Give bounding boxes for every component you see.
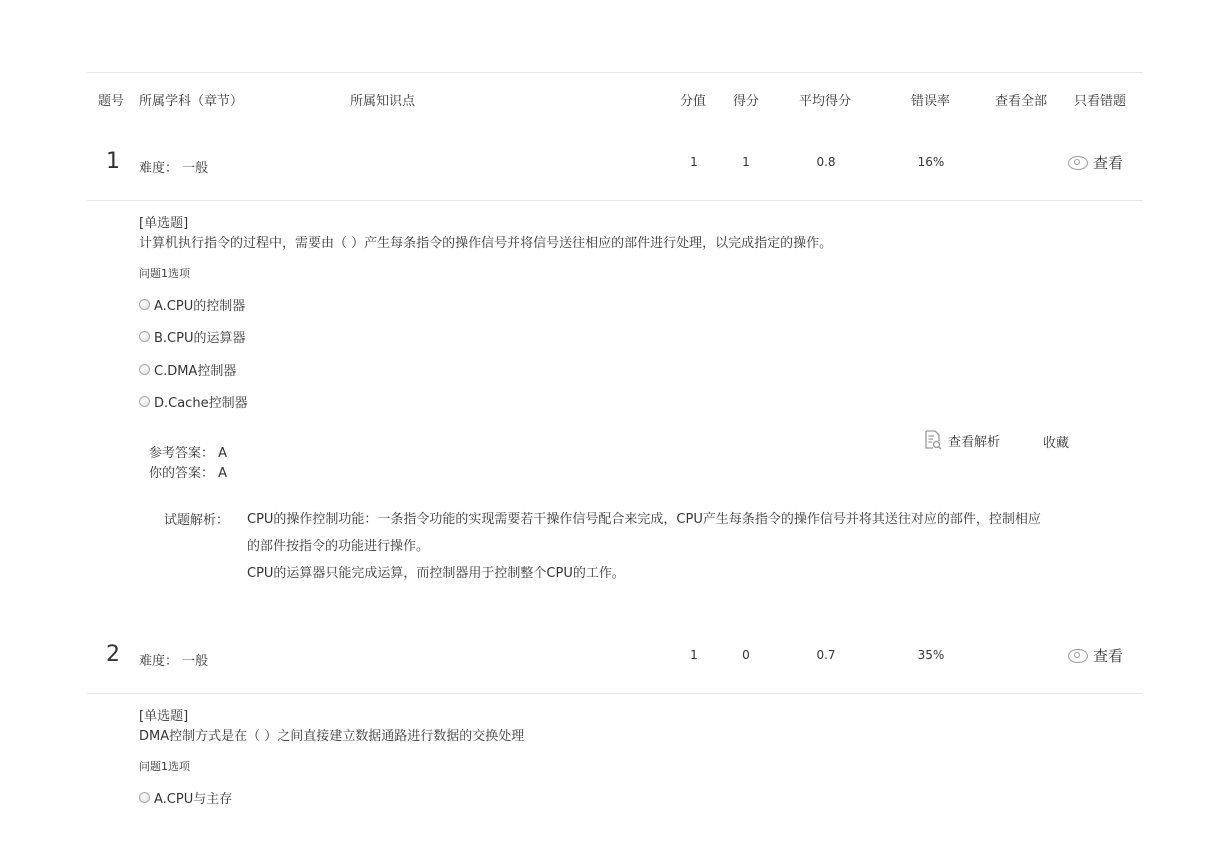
question-type: [单选题] <box>139 216 189 231</box>
eye-icon <box>1068 649 1088 663</box>
analysis-content <box>247 506 1097 587</box>
collect-button[interactable]: 收藏 <box>1043 436 1070 451</box>
analysis-line: CPU的运算器只能完成运算，而控制器用于控制整个CPU的工作。 <box>247 566 625 581</box>
question-text: DMA控制方式是在（ ）之间直接建立数据通路进行数据的交换处理 <box>139 729 525 744</box>
option-label: A.CPU与主存 <box>154 792 233 807</box>
score-value: 1 <box>690 648 698 662</box>
your-answer: 你的答案： A <box>149 466 228 481</box>
view-question-button[interactable] <box>1068 152 1123 173</box>
error-rate-value: 35% <box>917 648 945 662</box>
view-label: 查看 <box>1093 647 1124 665</box>
options-title: 问题1选项 <box>139 267 190 280</box>
row-divider <box>87 200 1143 201</box>
reference-answer: 参考答案： A <box>149 446 228 461</box>
option-label: D.Cache控制器 <box>154 396 248 411</box>
analysis-line: 的部件按指令的功能进行操作。 <box>247 539 430 554</box>
eye-icon <box>1068 156 1088 170</box>
analysis-label: 试题解析： <box>164 513 230 528</box>
option-c[interactable] <box>139 360 236 379</box>
col-header-score: 分值 <box>680 94 707 109</box>
option-label: A.CPU的控制器 <box>154 299 246 314</box>
option-label: C.DMA控制器 <box>154 364 237 379</box>
radio-icon[interactable] <box>139 364 150 375</box>
avg-value: 0.7 <box>816 648 836 662</box>
radio-icon[interactable] <box>139 299 150 310</box>
document-search-icon <box>924 430 942 450</box>
view-label: 查看 <box>1093 154 1124 172</box>
radio-icon[interactable] <box>139 396 150 407</box>
view-all-link[interactable]: 查看全部 <box>995 94 1048 109</box>
header-top-divider <box>87 72 1143 73</box>
col-header-number: 题号 <box>98 94 125 109</box>
option-b[interactable] <box>139 327 245 346</box>
col-header-avg: 平均得分 <box>799 94 852 109</box>
score-value: 1 <box>690 155 698 169</box>
col-header-knowledge: 所属知识点 <box>350 94 416 109</box>
radio-icon[interactable] <box>139 331 150 342</box>
got-value: 0 <box>742 648 750 662</box>
difficulty-label: 难度： 一般 <box>139 654 209 669</box>
view-analysis-button[interactable] <box>924 430 1000 450</box>
row-divider <box>87 693 1143 694</box>
col-header-error-rate: 错误率 <box>911 94 951 109</box>
analysis-line: CPU的操作控制功能：一条指令功能的实现需要若干操作信号配合来完成，CPU产生每条指令的操作信号并将其送往对应的部件，控制相应 <box>247 512 1041 527</box>
got-value: 1 <box>742 155 750 169</box>
error-rate-value: 16% <box>917 155 945 169</box>
question-text: 计算机执行指令的过程中，需要由（ ）产生每条指令的操作信号并将信号送往相应的部件进行处理，以完成指定的操作。 <box>139 236 833 251</box>
view-analysis-label: 查看解析 <box>948 434 1001 450</box>
options-title: 问题1选项 <box>139 760 190 773</box>
question-type: [单选题] <box>139 709 189 724</box>
difficulty-label: 难度： 一般 <box>139 161 209 176</box>
question-number: 2 <box>106 642 120 667</box>
view-question-button[interactable] <box>1068 645 1123 666</box>
option-label: B.CPU的运算器 <box>154 331 246 346</box>
option-a[interactable] <box>139 788 232 807</box>
avg-value: 0.8 <box>816 155 836 169</box>
col-header-subject: 所属学科（章节） <box>139 94 244 109</box>
option-a[interactable] <box>139 295 245 314</box>
question-number: 1 <box>106 149 120 174</box>
only-wrong-link[interactable]: 只看错题 <box>1074 94 1127 109</box>
col-header-got: 得分 <box>733 94 760 109</box>
radio-icon[interactable] <box>139 792 150 803</box>
option-d[interactable] <box>139 392 248 411</box>
